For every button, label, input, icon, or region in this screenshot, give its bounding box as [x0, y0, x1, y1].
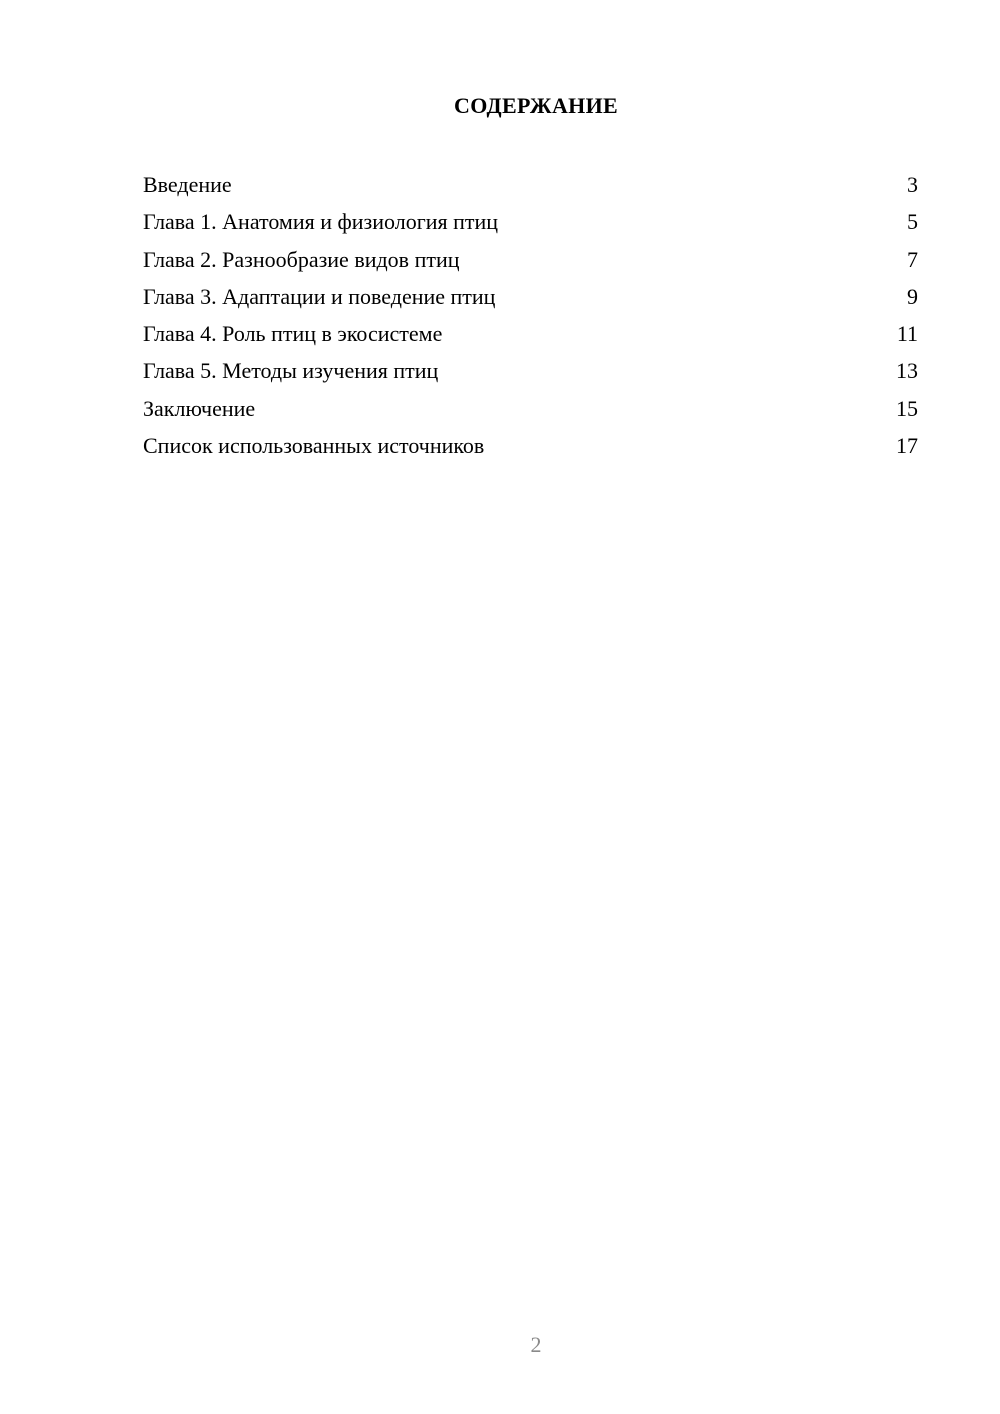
- toc-entry-label: Введение: [143, 172, 232, 197]
- toc-entry-label: Глава 2. Разнообразие видов птиц: [143, 246, 460, 272]
- toc-entry-page: 17: [896, 433, 918, 459]
- toc-entry-chapter-1: [143, 207, 918, 244]
- toc-entry-references: [143, 431, 918, 468]
- toc-entry-introduction: [143, 170, 918, 207]
- toc-entry-conclusion: [143, 394, 918, 431]
- toc-entry-page: 7: [907, 246, 918, 272]
- table-of-contents: [143, 170, 918, 468]
- page-title: СОДЕРЖАНИЕ: [454, 93, 618, 118]
- toc-entry-page: 3: [907, 172, 918, 197]
- toc-entry-label: Список использованных источников: [143, 433, 485, 459]
- toc-entry-page: 11: [896, 321, 918, 347]
- page-number: 2: [530, 1332, 542, 1357]
- toc-entry-chapter-4: [143, 319, 918, 356]
- toc-entry-page: 5: [907, 209, 918, 235]
- toc-entry-page: 9: [907, 283, 918, 309]
- toc-entry-label: Глава 4. Роль птиц в экосистеме: [143, 321, 443, 347]
- toc-entry-label: Заключение: [143, 395, 256, 421]
- toc-entry-page: 13: [896, 358, 918, 384]
- toc-entry-label: Глава 5. Методы изучения птиц: [143, 358, 439, 384]
- toc-entry-label: Глава 3. Адаптации и поведение птиц: [143, 283, 496, 309]
- toc-entry-page: 15: [896, 395, 918, 421]
- toc-entry-chapter-5: [143, 356, 918, 393]
- toc-entry-chapter-3: [143, 282, 918, 319]
- toc-entry-label: Глава 1. Анатомия и физиология птиц: [143, 209, 499, 235]
- toc-entry-chapter-2: [143, 245, 918, 282]
